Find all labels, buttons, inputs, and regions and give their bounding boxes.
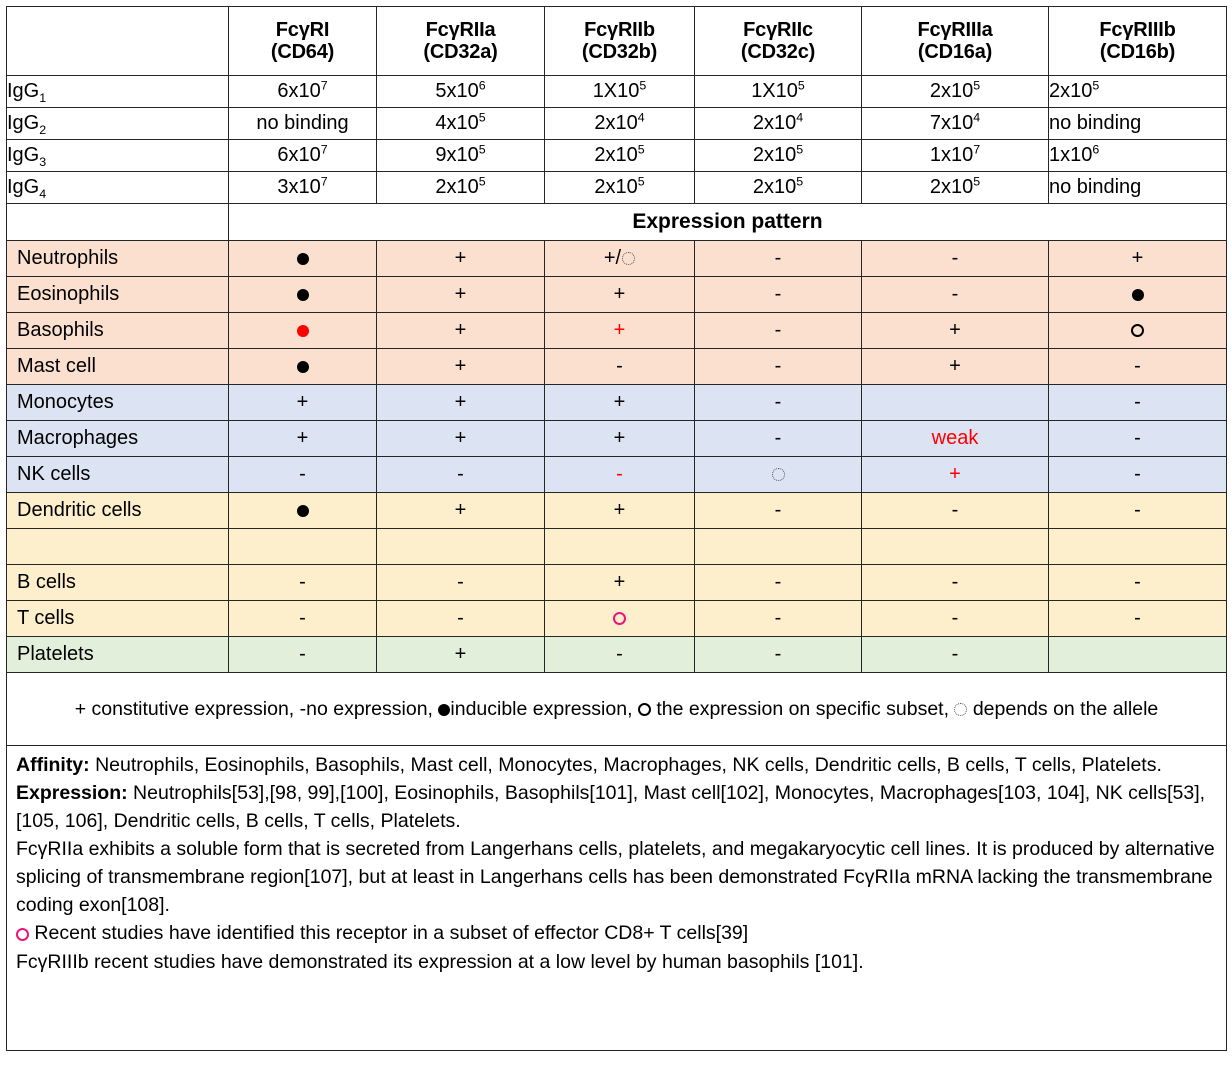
- expression-cell: [862, 637, 1049, 673]
- column-header-FcRIIc: [695, 7, 862, 76]
- expression-cell: [545, 493, 695, 529]
- legend-cell: [7, 673, 1227, 746]
- expression-cell: [229, 601, 377, 637]
- expression-symbol-text: -: [299, 571, 306, 593]
- column-header-cd: (CD16b): [1099, 41, 1176, 63]
- footnote-cd8-subset-line: [16, 919, 1217, 947]
- expression-cell: [695, 529, 862, 565]
- expression-cell: [1049, 565, 1227, 601]
- expression-symbol-text: -: [774, 319, 782, 341]
- affinity-exponent: 7: [320, 78, 328, 93]
- expression-symbol-text: -: [774, 391, 782, 413]
- affinity-value-cell: [229, 76, 377, 108]
- expression-cell: [229, 313, 377, 349]
- expression-cell: [377, 277, 545, 313]
- expression-cell: [862, 421, 1049, 457]
- footnote-cell: [7, 746, 1227, 1051]
- expression-row-eosinophils: [7, 277, 1227, 313]
- expression-symbol-text: -: [1134, 391, 1141, 413]
- affinity-mantissa: 1X10: [751, 80, 798, 102]
- expression-cell: [545, 529, 695, 565]
- affinity-value-cell: [545, 108, 695, 140]
- affinity-mantissa: 2x10: [752, 144, 797, 166]
- cell-type-label: Neutrophils: [7, 241, 229, 277]
- affinity-mantissa: 1x10: [929, 144, 974, 166]
- expression-row-neutrophils: [7, 241, 1227, 277]
- affinity-mantissa: 5x10: [435, 80, 479, 102]
- affinity-mantissa: 2x10: [1049, 80, 1093, 102]
- affinity-value-cell: [377, 76, 545, 108]
- affinity-value-cell: [377, 108, 545, 140]
- expression-row-spacer: [7, 529, 1227, 565]
- affinity-row-label: [7, 76, 229, 108]
- expression-cell: [1049, 277, 1227, 313]
- expression-symbol-text: +: [949, 355, 961, 377]
- expression-cell: [545, 565, 695, 601]
- expression-symbol-text: -: [951, 283, 959, 305]
- cell-type-label: Dendritic cells: [7, 493, 229, 529]
- expression-symbol-text: -: [951, 247, 959, 269]
- affinity-exponent: 7: [973, 142, 981, 157]
- affinity-value-cell: [545, 172, 695, 204]
- affinity-mantissa: 7x10: [929, 112, 974, 134]
- affinity-exponent: 5: [797, 78, 805, 93]
- cell-type-label: [7, 529, 229, 565]
- expression-cell: [545, 349, 695, 385]
- affinity-value-cell: [229, 108, 377, 140]
- affinity-row-label: [7, 140, 229, 172]
- column-header-FcRI: [229, 7, 377, 76]
- expression-symbol-text: +: [454, 319, 467, 341]
- expression-symbol-text: -: [774, 499, 782, 521]
- affinity-exponent: 5: [1092, 78, 1100, 93]
- expression-symbol-text: -: [774, 283, 782, 305]
- expression-symbol-text: +: [454, 247, 467, 269]
- footnote-expression-text: Neutrophils[53],[98, 99],[100], Eosinophils, Basophils[101], Mast cell[102], Monocytes, Macrophages[103, 104], NK cells[53],[105, 106], Dendritic cells, B cells, T cells, Platelets.: [16, 782, 1206, 833]
- expression-symbol-text: weak: [931, 427, 979, 449]
- expression-symbol-text: -: [774, 247, 782, 269]
- isotype-base: IgG: [7, 112, 40, 134]
- footnote-magenta-circle-icon: [16, 928, 29, 941]
- expression-symbol-text: +: [1131, 247, 1144, 269]
- expression-symbol-text: -: [1134, 463, 1141, 485]
- affinity-mantissa: 2x10: [594, 112, 638, 134]
- expression-cell: [229, 277, 377, 313]
- expression-symbol-text: +: [454, 355, 467, 377]
- legend-part-1: + constitutive expression, -no expression,: [74, 697, 439, 720]
- column-header-name: FcγRIIIb: [1099, 18, 1176, 41]
- expression-cell: [1049, 385, 1227, 421]
- expression-cell: [695, 313, 862, 349]
- column-header-name: FcγRIIa: [425, 18, 496, 41]
- expression-symbol-text: -: [299, 643, 306, 665]
- column-header-cd: (CD32a): [423, 41, 498, 63]
- isotype-subscript: 3: [39, 155, 47, 169]
- expression-cell: [695, 421, 862, 457]
- expression-cell: [1049, 637, 1227, 673]
- expression-row-monocytes: [7, 385, 1227, 421]
- expression-symbol-text: -: [1134, 607, 1141, 629]
- expression-cell: [229, 241, 377, 277]
- expression-cell: [229, 385, 377, 421]
- expression-symbol-text: +: [949, 319, 961, 341]
- expression-cell: [545, 457, 695, 493]
- expression-cell: [229, 349, 377, 385]
- expression-pattern-banner-row: [7, 204, 1227, 241]
- column-header-name: FcγRI: [275, 18, 330, 41]
- expression-symbol-text: +: [613, 571, 626, 593]
- column-header-FcRIIa: [377, 7, 545, 76]
- expression-symbol-text: +: [454, 427, 467, 449]
- expression-symbol-text: -: [774, 607, 782, 629]
- affinity-exponent: 5: [637, 174, 645, 189]
- expression-cell: [1049, 457, 1227, 493]
- affinity-mantissa: 6x10: [277, 80, 321, 102]
- expression-cell: [377, 637, 545, 673]
- column-header-cd: (CD32b): [581, 41, 658, 63]
- expression-symbol-text: -: [299, 607, 306, 629]
- affinity-value-cell: [695, 76, 862, 108]
- expression-cell: [545, 637, 695, 673]
- affinity-value-cell: [862, 108, 1049, 140]
- affinity-exponent: 5: [478, 174, 486, 189]
- expression-cell: [695, 565, 862, 601]
- affinity-mantissa: 1x10: [1049, 144, 1093, 166]
- expression-cell: [862, 277, 1049, 313]
- affinity-exponent: 5: [478, 110, 486, 125]
- footnote-row: [7, 746, 1227, 1051]
- expression-cell: [545, 421, 695, 457]
- expression-cell: [695, 241, 862, 277]
- expression-symbol-text: -: [951, 499, 959, 521]
- expression-symbol-text: -: [774, 427, 782, 449]
- inducible-expression-dot-icon: [297, 505, 309, 517]
- affinity-value-cell: [229, 140, 377, 172]
- affinity-exponent: 5: [478, 142, 486, 157]
- allele-dependent-dotted-circle-icon: [772, 468, 785, 481]
- affinity-value-cell: [862, 140, 1049, 172]
- expression-cell: [229, 421, 377, 457]
- column-header-name: FcγRIIb: [584, 18, 655, 41]
- footnote-fcgr3b-basophil-line: FcγRIIIb recent studies have demonstrated its expression at a low level by human basophils [101].: [16, 950, 864, 973]
- affinity-value-cell: [545, 140, 695, 172]
- expression-symbol-text: -: [1134, 427, 1141, 449]
- expression-row-basophils: [7, 313, 1227, 349]
- affinity-exponent: 6: [478, 78, 486, 93]
- expression-symbol-text: +: [613, 391, 626, 413]
- expression-symbol-text: +: [454, 643, 467, 665]
- affinity-row: [7, 76, 1227, 108]
- expression-cell: [1049, 529, 1227, 565]
- expression-row-dendritic-cells: [7, 493, 1227, 529]
- isotype-subscript: 2: [39, 123, 47, 137]
- expression-cell: [545, 601, 695, 637]
- expression-cell: [377, 565, 545, 601]
- expression-cell: [545, 277, 695, 313]
- expression-cell: [545, 385, 695, 421]
- cell-type-label: NK cells: [7, 457, 229, 493]
- cell-type-label: Eosinophils: [7, 277, 229, 313]
- isotype-base: IgG: [7, 144, 40, 166]
- expression-cell: [1049, 241, 1227, 277]
- expression-cell: [862, 565, 1049, 601]
- expression-cell: [377, 313, 545, 349]
- inducible-expression-dot-icon: [297, 289, 309, 301]
- affinity-mantissa: 9x10: [435, 144, 479, 166]
- affinity-exponent: 5: [796, 142, 804, 157]
- affinity-row: [7, 172, 1227, 204]
- cell-type-label: Macrophages: [7, 421, 229, 457]
- affinity-exponent: 5: [637, 142, 645, 157]
- affinity-mantissa: 2x10: [594, 144, 638, 166]
- affinity-mantissa: 6x10: [277, 144, 321, 166]
- expression-symbol-text: -: [457, 607, 464, 629]
- header-corner-blank: [7, 7, 229, 76]
- column-header-cd: (CD64): [270, 41, 335, 63]
- expression-cell: [862, 457, 1049, 493]
- affinity-mantissa: 2x10: [752, 176, 797, 198]
- affinity-mantissa: 2x10: [435, 176, 479, 198]
- expression-symbol-text: -: [457, 463, 464, 485]
- expression-pattern-title: Expression pattern: [229, 204, 1227, 241]
- expression-cell: [377, 385, 545, 421]
- banner-blank-cell: [7, 204, 229, 241]
- specific-subset-circle-icon: [1131, 324, 1144, 337]
- expression-symbol-text: -: [774, 643, 782, 665]
- expression-cell: [229, 637, 377, 673]
- affinity-mantissa: 2x10: [752, 112, 797, 134]
- plus-slash-allele-symbol: [604, 247, 635, 269]
- expression-row-macrophages: [7, 421, 1227, 457]
- expression-cell: [229, 457, 377, 493]
- expression-row-b-cells: [7, 565, 1227, 601]
- cell-type-label: Basophils: [7, 313, 229, 349]
- inducible-expression-dot-icon: [1132, 289, 1144, 301]
- affinity-mantissa: 2x10: [929, 80, 974, 102]
- affinity-exponent: 7: [320, 142, 328, 157]
- expression-symbol-text: -: [616, 355, 623, 377]
- column-header-name: FcγRIIc: [743, 18, 813, 41]
- affinity-value-cell: [229, 172, 377, 204]
- expression-cell: [695, 385, 862, 421]
- expression-symbol-text: -: [951, 607, 959, 629]
- expression-symbol-text: -: [951, 571, 959, 593]
- allele-dependent-dotted-circle-icon: [622, 252, 635, 265]
- affinity-row: [7, 140, 1227, 172]
- expression-cell: [695, 457, 862, 493]
- footnote-affinity-text: Neutrophils, Eosinophils, Basophils, Mast cell, Monocytes, Macrophages, NK cells, Dendritic cells, B cells, T cells, Platelets.: [89, 754, 1162, 776]
- affinity-value-cell: [1049, 140, 1227, 172]
- expression-symbol-text: -: [616, 643, 623, 665]
- footnote-cd8-subset-text: Recent studies have identified this receptor in a subset of effector CD8+ T cells[39]: [29, 922, 749, 945]
- cell-type-label: B cells: [7, 565, 229, 601]
- affinity-value-cell: [1049, 108, 1227, 140]
- affinity-value-cell: [1049, 172, 1227, 204]
- column-header-FcRIIIb: [1049, 7, 1227, 76]
- expression-cell: [1049, 493, 1227, 529]
- affinity-mantissa: 2x10: [929, 176, 974, 198]
- expression-cell: [862, 529, 1049, 565]
- affinity-value-cell: [377, 172, 545, 204]
- expression-symbol-text: -: [299, 463, 306, 485]
- isotype-subscript: 4: [39, 187, 47, 201]
- expression-cell: [695, 277, 862, 313]
- expression-symbol-text: +: [454, 391, 467, 413]
- affinity-value-cell: [695, 172, 862, 204]
- legend-part-4: depends on the allele: [967, 697, 1159, 720]
- expression-cell: [545, 313, 695, 349]
- affinity-exponent: 5: [639, 78, 647, 93]
- inducible-expression-dot-icon: [297, 253, 309, 265]
- expression-cell: [377, 457, 545, 493]
- legend-part-3: the expression on specific subset,: [650, 697, 955, 720]
- expression-cell: [862, 241, 1049, 277]
- plus-slash-text: +/: [603, 247, 622, 269]
- footnote-soluble-form-line: FcγRIIa exhibits a soluble form that is secreted from Langerhans cells, platelets, and megakaryocytic cell lines. It is produced by alternative splicing of transmembrane region[107], but at least in Langerhans cells has been demonstrated FcγRIIa mRNA lacking the transmembrane coding exon[108].: [16, 838, 1215, 917]
- expression-cell: [695, 493, 862, 529]
- expression-cell: [377, 241, 545, 277]
- affinity-exponent: 6: [1092, 142, 1100, 157]
- column-header-FcRIIIa: [862, 7, 1049, 76]
- affinity-value-cell: [545, 76, 695, 108]
- affinity-value-cell: [862, 172, 1049, 204]
- affinity-value-cell: [1049, 76, 1227, 108]
- expression-cell: [862, 601, 1049, 637]
- affinity-value-cell: [695, 140, 862, 172]
- column-header-cd: (CD16a): [917, 41, 993, 63]
- expression-cell: [229, 529, 377, 565]
- expression-symbol-text: +: [296, 427, 309, 449]
- expression-cell: [862, 493, 1049, 529]
- legend-subset-circle-icon: [638, 703, 651, 716]
- isotype-base: IgG: [7, 80, 40, 102]
- affinity-mantissa: no binding: [256, 112, 349, 134]
- affinity-exponent: 7: [320, 174, 328, 189]
- expression-symbol-text: +: [613, 319, 626, 341]
- expression-cell: [862, 313, 1049, 349]
- expression-row-nk-cells: [7, 457, 1227, 493]
- cell-type-label: Platelets: [7, 637, 229, 673]
- expression-cell: [377, 529, 545, 565]
- affinity-exponent: 4: [796, 110, 804, 125]
- affinity-mantissa: 1X10: [592, 80, 640, 102]
- expression-symbol-text: +: [613, 427, 626, 449]
- table-header-row: [7, 7, 1227, 76]
- inducible-expression-dot-icon: [297, 361, 309, 373]
- expression-symbol-text: +: [613, 499, 626, 521]
- expression-cell: [1049, 313, 1227, 349]
- legend-row: [7, 673, 1227, 746]
- expression-row-mast-cell: [7, 349, 1227, 385]
- affinity-value-cell: [862, 76, 1049, 108]
- inducible-expression-red-dot-icon: [297, 325, 309, 337]
- footnote-expression-line: [16, 779, 1217, 835]
- expression-cell: [377, 493, 545, 529]
- expression-cell: [545, 241, 695, 277]
- expression-symbol-text: -: [1134, 571, 1141, 593]
- cell-type-label: Mast cell: [7, 349, 229, 385]
- affinity-exponent: 5: [973, 174, 981, 189]
- affinity-exponent: 4: [973, 110, 981, 125]
- footnote-affinity-line: [16, 751, 1217, 779]
- expression-cell: [377, 421, 545, 457]
- expression-symbol-text: -: [616, 463, 623, 485]
- affinity-row-label: [7, 172, 229, 204]
- expression-symbol-text: -: [774, 571, 782, 593]
- affinity-mantissa: no binding: [1049, 176, 1142, 198]
- affinity-value-cell: [695, 108, 862, 140]
- column-header-cd: (CD32c): [740, 41, 816, 63]
- expression-cell: [1049, 421, 1227, 457]
- expression-cell: [377, 601, 545, 637]
- isotype-base: IgG: [7, 176, 40, 198]
- expression-row-platelets: [7, 637, 1227, 673]
- expression-cell: [1049, 349, 1227, 385]
- affinity-mantissa: 4x10: [435, 112, 479, 134]
- isotype-subscript: 1: [39, 91, 47, 105]
- expression-cell: [377, 349, 545, 385]
- expression-symbol-text: +: [296, 391, 309, 413]
- affinity-mantissa: 3x10: [277, 176, 321, 198]
- expression-cell: [1049, 601, 1227, 637]
- expression-symbol-text: -: [951, 643, 959, 665]
- affinity-row: [7, 108, 1227, 140]
- expression-symbol-text: +: [454, 499, 467, 521]
- column-header-FcRIIb: [545, 7, 695, 76]
- expression-cell: [862, 349, 1049, 385]
- footnote-expression-label: Expression:: [16, 782, 128, 805]
- affinity-row-label: [7, 108, 229, 140]
- expression-symbol-text: -: [1134, 355, 1141, 377]
- cell-type-label: T cells: [7, 601, 229, 637]
- affinity-value-cell: [377, 140, 545, 172]
- expression-cell: [229, 565, 377, 601]
- expression-cell: [862, 385, 1049, 421]
- expression-row-t-cells: [7, 601, 1227, 637]
- expression-cell: [695, 349, 862, 385]
- column-header-name: FcγRIIIa: [917, 18, 993, 41]
- affinity-exponent: 4: [637, 110, 645, 125]
- legend-part-2: inducible expression,: [450, 697, 638, 720]
- expression-symbol-text: -: [774, 355, 782, 377]
- affinity-exponent: 5: [973, 78, 981, 93]
- expression-symbol-text: +: [949, 463, 961, 485]
- expression-symbol-text: +: [454, 283, 467, 305]
- footnote-affinity-label: Affinity:: [16, 754, 90, 776]
- expression-cell: [695, 637, 862, 673]
- expression-cell: [229, 493, 377, 529]
- fcgamma-receptor-table: [6, 6, 1227, 1051]
- expression-cell: [695, 601, 862, 637]
- affinity-mantissa: no binding: [1049, 112, 1142, 134]
- expression-symbol-text: -: [1134, 499, 1141, 521]
- cell-type-label: Monocytes: [7, 385, 229, 421]
- expression-symbol-text: -: [457, 571, 464, 593]
- affinity-exponent: 5: [796, 174, 804, 189]
- specific-subset-magenta-circle-icon: [613, 612, 626, 625]
- legend-allele-dotted-circle-icon: [954, 703, 967, 716]
- affinity-mantissa: 2x10: [594, 176, 638, 198]
- expression-symbol-text: +: [613, 283, 626, 305]
- legend-inducible-dot-icon: [438, 704, 450, 716]
